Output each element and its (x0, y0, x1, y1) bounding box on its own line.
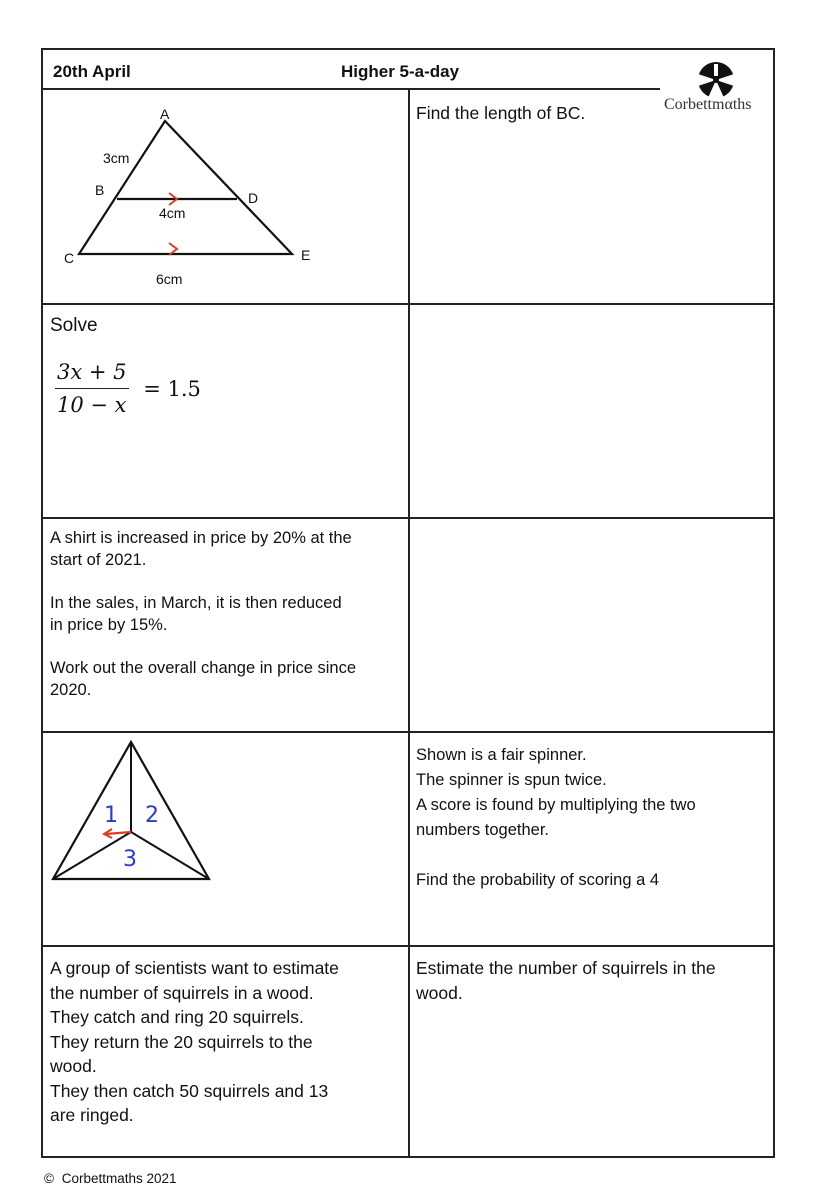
spinner-number-3: 3 (123, 847, 137, 872)
q5-line: wood. (50, 1056, 97, 1076)
header-divider (43, 88, 665, 90)
similar-triangles-diagram (55, 100, 355, 300)
footer (44, 1171, 177, 1186)
q1-question: Find the length of BC. (416, 103, 586, 123)
spinner-divider-left (53, 832, 131, 879)
q3-line: Work out the overall change in price since (50, 659, 357, 677)
copyright-icon: © (44, 1171, 54, 1186)
q3-line: In the sales, in March, it is then reduced (50, 594, 342, 612)
label-e: E (301, 247, 311, 263)
q4-line: Find the probability of scoring a 4 (416, 871, 660, 889)
q5-line: They catch and ring 20 squirrels. (50, 1007, 304, 1027)
q5-line: wood. (416, 982, 463, 1003)
spinner-number-2: 2 (145, 803, 159, 828)
corbettmaths-radial-logo-icon (696, 60, 736, 100)
q5-line: A group of scientists want to estimate (50, 958, 339, 978)
q3-line: start of 2021. (50, 551, 147, 569)
q5-line: are ringed. (50, 1105, 134, 1125)
spinner-diagram (50, 738, 220, 888)
q5-line: They return the 20 squirrels to the (50, 1031, 313, 1052)
q4-text (416, 743, 696, 893)
q5-line: Estimate the number of squirrels in the (416, 958, 716, 978)
label-b: B (95, 182, 105, 198)
header-title: Higher 5-a-day (341, 62, 460, 81)
q2-instruction: Solve (50, 315, 98, 336)
label-d: D (248, 190, 259, 206)
q3-line: in price by 15%. (50, 616, 168, 634)
q2-numerator: 3x + 5 (57, 360, 127, 384)
label-ce-length: 6cm (156, 271, 183, 287)
q5-line: They then catch 50 squirrels and 13 (50, 1080, 329, 1101)
label-a: A (160, 106, 170, 122)
q5-line: the number of squirrels in a wood. (50, 982, 314, 1003)
q3-line: 2020. (50, 681, 92, 699)
footer-text: Corbettmaths 2021 (61, 1171, 177, 1186)
q3-line: A shirt is increased in price by 20% at the (50, 529, 352, 547)
spinner-divider-right (131, 832, 209, 879)
q4-line: Shown is a fair spinner. (416, 746, 587, 764)
header-date: 20th April (53, 62, 131, 81)
q5-left-text (50, 956, 339, 1128)
column-divider (408, 88, 410, 1156)
q4-line: numbers together. (416, 821, 549, 839)
q4-line: A score is found by multiplying the two (416, 796, 696, 814)
q5-right-text (416, 956, 716, 1005)
q3-text (50, 527, 356, 701)
spinner-number-1: 1 (104, 803, 118, 828)
logo-text: Corbettmαths (664, 96, 752, 113)
label-c: C (64, 250, 75, 266)
q2-denominator: 10 − x (55, 388, 129, 417)
q2-fraction (55, 360, 129, 417)
q2-equation (55, 360, 201, 417)
corbettmaths-logo (660, 58, 772, 120)
triangle-ace (79, 121, 292, 254)
label-bd-length: 4cm (159, 205, 186, 221)
q2-rhs: = 1.5 (143, 376, 201, 401)
label-ab-length: 3cm (103, 150, 130, 166)
q4-line: The spinner is spun twice. (416, 771, 607, 789)
